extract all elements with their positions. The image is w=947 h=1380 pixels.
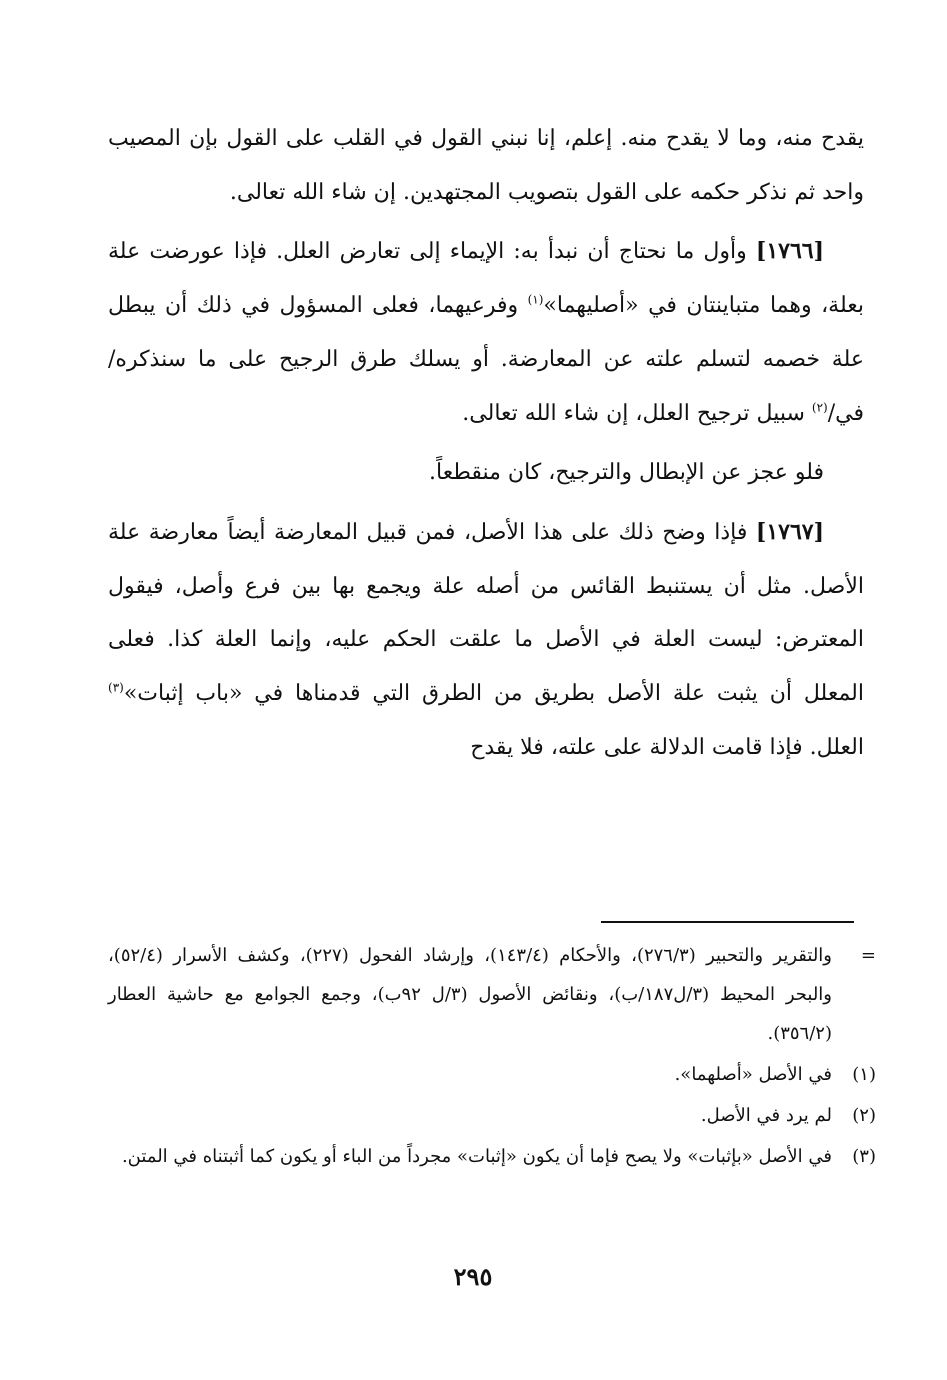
main-text — [108, 112, 864, 780]
paragraph-text: وفرعيهما، فعلى المسؤول في ذلك أن يبطل علة خصمه لتسلم علته عن المعارضة. أو يسلك طرق الرجيح على ما سنذكره/ في/ — [108, 293, 864, 426]
paragraph-number: [١٧٦٦] — [755, 238, 824, 265]
paragraph-text: فإذا وضح ذلك على هذا الأصل، فمن قبيل المعارضة أيضاً معارضة علة الأصل. مثل أن يستنبط القائس من أصله علة ويجمع بها بين فرع وأصل، فيقول المعترض: ليست العلة في الأصل ما علقت الحكم عليه، وإنما العلة كذا. فعلى المعلل أن يثبت علة الأصل بطريق من الطرق التي قدمناها في «باب إثبات» — [108, 519, 864, 707]
footnote-ref-1[interactable]: (١) — [527, 292, 544, 307]
footnote-2 — [108, 1096, 876, 1135]
paragraph-text: سبيل ترجيح العلل، إن شاء الله تعالى. — [462, 400, 812, 426]
footnote-text: لم يرد في الأصل. — [700, 1105, 832, 1126]
page-number: ٢٩٥ — [453, 1262, 493, 1291]
footnote-mark: = — [860, 945, 876, 966]
paragraph-text: العلل. فإذا قامت الدلالة على علته، فلا يقدح — [470, 734, 864, 760]
footnotes — [108, 936, 876, 1178]
footnote-continued — [108, 936, 876, 1053]
footnote-text: في الأصل «بإثبات» ولا يصح فإما أن يكون «إثبات» مجرداً من الباء أو يكون كما أثبتناه في المتن. — [121, 1146, 832, 1167]
footnote-3 — [108, 1137, 876, 1176]
paragraph-number: [١٧٦٧] — [755, 518, 824, 545]
footnote-mark: (٣) — [852, 1146, 876, 1167]
footnote-ref-3[interactable]: (٣) — [108, 680, 124, 695]
paragraph-text: وأول ما نحتاج أن نبدأ به: الإيماء إلى تعارض العلل. فإذا عورضت علة بعلة، وهما متباينتان في «أصليهما» — [108, 239, 864, 319]
footnote-1 — [108, 1055, 876, 1094]
paragraph-3: فلو عجز عن الإبطال والترجيح، كان منقطعاً. — [429, 460, 824, 486]
footnote-text: والتقرير والتحبير (٢٧٦/٣)، والأحكام (١٤٣/٤)، وإرشاد الفحول (٢٢٧)، وكشف الأسرار (٥٢/٤)، والبحر المحيط (٣/ل١٨٧/ب)، ونقائض الأصول (٣/ل ٩٢ب)، وجمع الجوامع مع حاشية العطار (٣٥٦/٢). — [108, 945, 832, 1044]
footnote-text: في الأصل «أصلهما». — [674, 1064, 832, 1085]
paragraph-1767 — [108, 506, 864, 775]
footnote-mark: (١) — [852, 1064, 876, 1085]
footnote-ref-2[interactable]: (٢) — [811, 400, 828, 415]
paragraph-1: يقدح منه، وما لا يقدح منه. إعلم، إنا نبني القول في القلب على القول بإن المصيب واحد ثم نذكر حكمه على القول بتصويب المجتهدين. إن شاء الله تعالى. — [108, 126, 864, 205]
footnote-mark: (٢) — [852, 1105, 876, 1126]
paragraph-1766 — [108, 225, 864, 440]
footnote-divider — [601, 921, 854, 923]
